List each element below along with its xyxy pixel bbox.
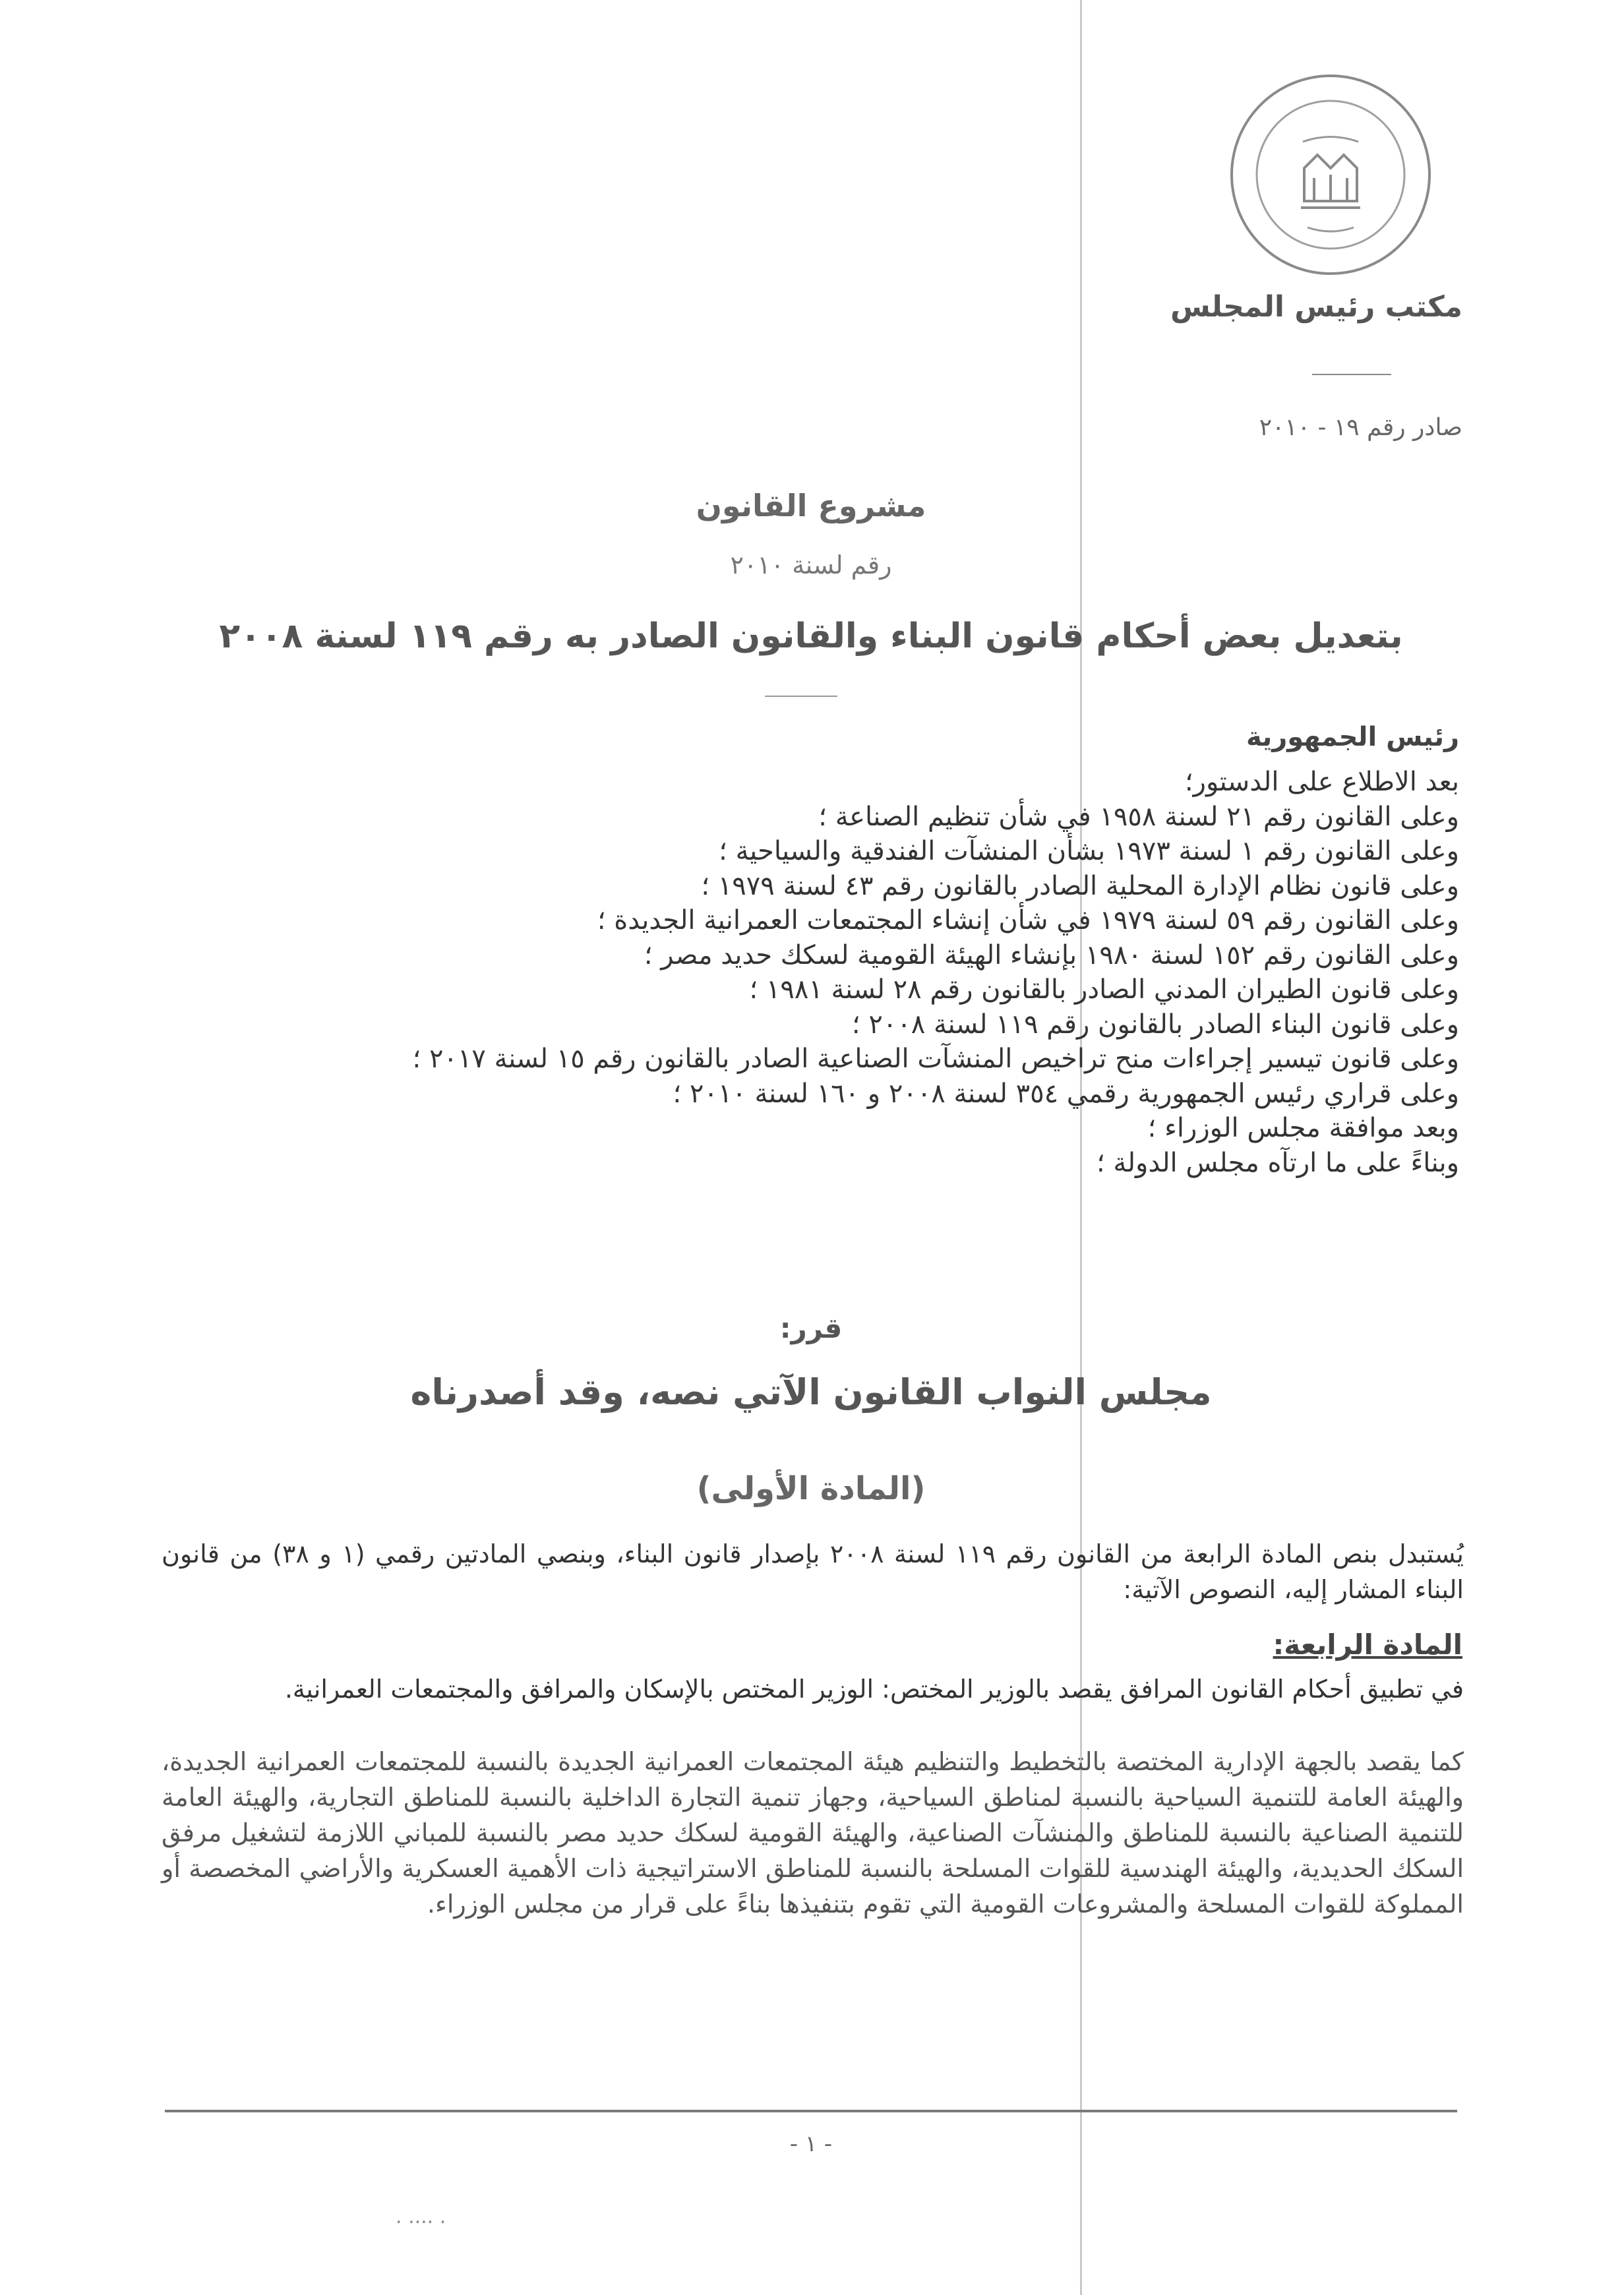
office-label: مكتب رئيس المجلس (1170, 290, 1462, 324)
draft-title: مشروع القانون (696, 488, 926, 523)
preamble-item: وعلى القانون رقم ٥٩ لسنة ١٩٧٩ في شأن إنشاء المجتمعات العمرانية الجديدة ؛ (597, 905, 1459, 936)
article-four-text-continued: كما يقصد بالجهة الإدارية المختصة بالتخطيط والتنظيم هيئة المجتمعات العمرانية الجديدة بالنسبة للمجتمعات العمرانية الجديدة، والهيئة العامة للتنمية السياحية بالنسبة لمناطق السياحية، وجهاز تنمية التجارة الداخلية بالنسبة للمناطق التجارية، والهيئة العامة للتنمية الصناعية بالنسبة للمناطق والمنشآت الصناعية، والهيئة القومية لسكك حديد مصر بالنسبة للمباني اللازمة لتشغيل مرفق السكك الحديدية، والهيئة الهندسية للقوات المسلحة بالنسبة للمناطق الاستراتيجية ذات الأهمية العسكرية والأراضي المخصصة أو المملوكة للقوات المسلحة والمشروعات القومية التي تقوم بتنفيذها بناءً على قرار من مجلس الوزراء. (162, 1747, 1464, 1919)
footer-rule (165, 2110, 1457, 2112)
article-one-text: يُستبدل بنص المادة الرابعة من القانون رقم ١١٩ لسنة ٢٠٠٨ بإصدار قانون البناء، وبنصي المادتين رقمي (١ و ٣٨) من قانون البناء المشار إليه، النصوص الآتية: (162, 1539, 1464, 1604)
page-number: - ١ - (789, 2131, 833, 2157)
preamble-item: وعلى القانون رقم ١ لسنة ١٩٧٣ بشأن المنشآت الفندقية والسياحية ؛ (719, 836, 1459, 866)
preamble-item: وبناءً على ما ارتآه مجلس الدولة ؛ (1096, 1147, 1459, 1178)
draft-number: رقم لسنة ٢٠١٠ (730, 551, 892, 580)
parliament-statement: مجلس النواب القانون الآتي نصه، وقد أصدرناه (410, 1371, 1212, 1413)
preamble-item: وعلى قانون البناء الصادر بالقانون رقم ١١٩ لسنة ٢٠٠٨ ؛ (851, 1009, 1459, 1040)
decision-label: قرر: (779, 1312, 843, 1344)
preamble-item: وعلى قانون نظام الإدارة المحلية الصادر بالقانون رقم ٤٣ لسنة ١٩٧٩ ؛ (701, 870, 1459, 901)
preamble-item: وعلى القانون رقم ٢١ لسنة ١٩٥٨ في شأن تنظيم الصناعة ؛ (818, 801, 1459, 832)
article-four-heading: المادة الرابعة: (1273, 1628, 1462, 1661)
addressee: رئيس الجمهورية (1246, 722, 1459, 752)
office-divider (1312, 374, 1391, 375)
preamble-list (167, 765, 1459, 1180)
article-one-heading: (المادة الأولى) (696, 1470, 926, 1507)
preamble-item: وعلى قانون تيسير إجراءات منح تراخيص المنشآت الصناعية الصادر بالقانون رقم ١٥ لسنة ٢٠١٧ ؛ (412, 1044, 1459, 1074)
preamble-item: وعلى القانون رقم ١٥٢ لسنة ١٩٨٠ بإنشاء الهيئة القومية لسكك حديد مصر ؛ (644, 939, 1459, 970)
title-divider (765, 696, 837, 697)
preamble-item: بعد الاطلاع على الدستور؛ (1184, 767, 1459, 797)
preamble-item: وبعد موافقة مجلس الوزراء ؛ (1147, 1113, 1459, 1143)
scan-artifact-text: . .... . (396, 2205, 446, 2228)
preamble-item: وعلى قراري رئيس الجمهورية رقمي ٣٥٤ لسنة ٢٠٠٨ و ١٦٠ لسنة ٢٠١٠ ؛ (673, 1078, 1459, 1109)
official-seal-icon (1225, 69, 1436, 280)
outgoing-number: صادر رقم ١٩ - ٢٠١٠ (1259, 414, 1462, 441)
draft-subject: بتعديل بعض أحكام قانون البناء والقانون الصادر به رقم ١١٩ لسنة ٢٠٠٨ (219, 616, 1403, 656)
article-four-text: في تطبيق أحكام القانون المرافق يقصد بالوزير المختص: الوزير المختص بالإسكان والمرافق والمجتمعات العمرانية. (284, 1675, 1464, 1704)
preamble-item: وعلى قانون الطيران المدني الصادر بالقانون رقم ٢٨ لسنة ١٩٨١ ؛ (749, 974, 1459, 1005)
